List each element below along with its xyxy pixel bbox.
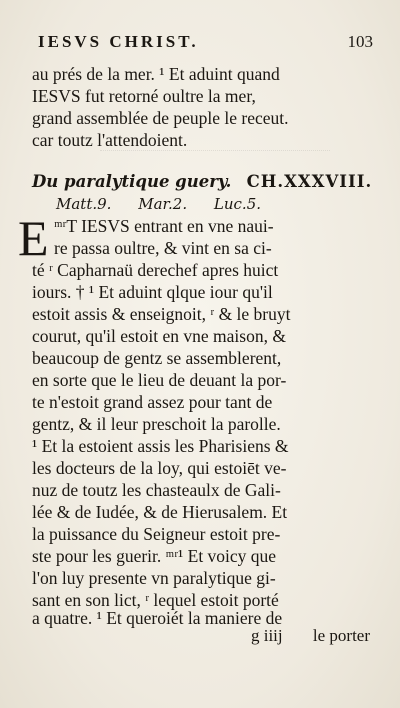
text-line: l'on luy presente vn paralytique gi- xyxy=(32,568,276,588)
page-header xyxy=(28,32,373,54)
text-line: les docteurs de la loy, qui estoiēt ve- xyxy=(32,458,287,478)
catchword-line xyxy=(251,626,370,646)
running-title: IESVS CHRIST. xyxy=(38,32,199,51)
text-line: ᵐʳT IESVS entrant en vne naui- xyxy=(54,216,274,236)
text-line: courut, qu'il estoit en vne maison, & xyxy=(32,326,286,346)
text-line: beaucoup de gentz se assemblerent, xyxy=(32,348,282,368)
text-line: sant en son lict, ʳ lequel estoit porté xyxy=(32,590,279,610)
text-line: nuz de toutz les chasteaulx de Gali- xyxy=(32,480,281,500)
chapter-heading xyxy=(32,172,372,191)
bleed-through-mark xyxy=(100,150,330,167)
text-line: en sorte que le lieu de deuant la por- xyxy=(32,370,287,390)
text-line: estoit assis & enseignoit, ʳ & le bruyt xyxy=(32,304,291,324)
text-line: té ʳ Capharnaü derechef apres huict xyxy=(32,260,279,280)
text-line: grand assemblée de peuple le receut. xyxy=(32,108,289,128)
drop-capital: E xyxy=(18,210,49,266)
catchword: le porter xyxy=(312,626,370,645)
text-line: gentz, & il leur preschoit la parolle. xyxy=(32,414,281,434)
text-line: lée & de Iudée, & de Hierusalem. Et xyxy=(32,502,288,522)
text-line: te n'estoit grand assez pour tant de xyxy=(32,392,273,412)
chapter-title: Du paralytique guery. xyxy=(32,172,232,191)
page-number: 103 xyxy=(347,32,373,51)
reference-luke: Luc.5. xyxy=(213,195,262,213)
chapter-number: CH.XXXVIII. xyxy=(246,172,373,191)
text-line: a quatre. ¹ Et queroiét la maniere de xyxy=(32,608,283,628)
reference-mark: Mar.2. xyxy=(138,195,188,213)
text-line: ¹ Et la estoient assis les Pharisiens & xyxy=(32,436,289,456)
text-line: iours. † ¹ Et aduint qlque iour qu'il xyxy=(32,282,273,302)
text-line: la puissance du Seigneur estoit pre- xyxy=(32,524,281,544)
gospel-references xyxy=(56,195,356,213)
text-line: au prés de la mer. ¹ Et aduint quand xyxy=(32,64,280,84)
text-line: ste pour les guerir. ᵐʳ¹ Et voicy que xyxy=(32,546,277,566)
signature-mark: g iiij xyxy=(250,626,283,645)
text-line: car toutz l'attendoient. xyxy=(32,130,188,150)
reference-matthew: Matt.9. xyxy=(56,195,112,213)
text-line: re passa oultre, & vint en sa ci- xyxy=(54,238,272,258)
text-line: IESVS fut retorné oultre la mer, xyxy=(32,86,256,106)
